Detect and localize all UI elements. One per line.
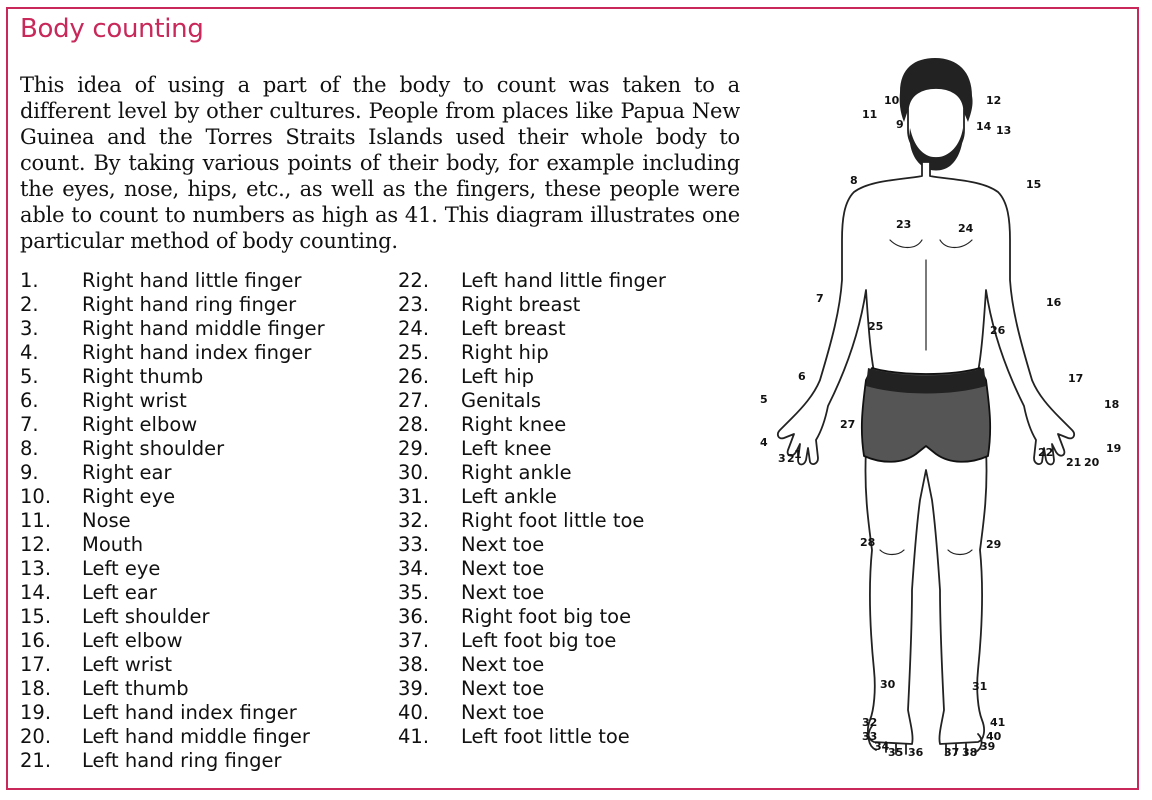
- item-label: Right thumb: [82, 365, 204, 388]
- item-number: 40.: [398, 701, 430, 724]
- item-number: 2.: [20, 293, 39, 316]
- intro-paragraph: This idea of using a part of the body to count was taken to a different level by other cultures. People from places like Papua New Guinea and the Torres Straits Islands used their whole body to count. By taking various points of their body, for example including the eyes, nose, hips, etc., as well as the fingers, these people were able to count to numbers as high as 41. This diagram illustrates one particular method of body counting.: [20, 73, 740, 253]
- item-label: Left thumb: [82, 677, 189, 700]
- label-11: 11: [862, 108, 878, 121]
- item-number: 29.: [398, 437, 430, 460]
- item-label: Left hip: [461, 365, 535, 388]
- item-number: 3.: [20, 317, 39, 340]
- item-number: 25.: [398, 341, 430, 364]
- item-number: 16.: [20, 629, 52, 652]
- item-number: 11.: [20, 509, 52, 532]
- label-4: 4: [760, 436, 768, 449]
- item-label: Right shoulder: [82, 437, 225, 460]
- item-number: 37.: [398, 629, 430, 652]
- item-label: Right ankle: [461, 461, 572, 484]
- item-number: 22.: [398, 269, 430, 292]
- item-label: Left foot little toe: [461, 725, 630, 748]
- item-label: Next toe: [461, 581, 545, 604]
- item-number: 8.: [20, 437, 39, 460]
- item-label: Left hand ring finger: [82, 749, 282, 772]
- label-37: 37: [944, 746, 960, 759]
- label-15: 15: [1026, 178, 1042, 191]
- item-number: 12.: [20, 533, 52, 556]
- item-label: Genitals: [461, 389, 542, 412]
- label-6: 6: [798, 370, 806, 383]
- item-label: Right hand ring finger: [82, 293, 297, 316]
- item-label: Next toe: [461, 557, 545, 580]
- item-label: Right eye: [82, 485, 176, 508]
- item-number: 34.: [398, 557, 430, 580]
- item-label: Left elbow: [82, 629, 183, 652]
- item-label: Mouth: [82, 533, 144, 556]
- item-label: Next toe: [461, 533, 545, 556]
- item-label: Right hand middle finger: [82, 317, 325, 340]
- item-number: 9.: [20, 461, 39, 484]
- label-24: 24: [958, 222, 974, 235]
- label-8: 8: [850, 174, 858, 187]
- item-label: Right elbow: [82, 413, 198, 436]
- item-number: 1.: [20, 269, 39, 292]
- item-number: 31.: [398, 485, 430, 508]
- label-2: 2: [787, 452, 795, 465]
- item-number: 20.: [20, 725, 52, 748]
- item-label: Right knee: [461, 413, 567, 436]
- item-number: 38.: [398, 653, 430, 676]
- label-35: 35: [888, 746, 904, 759]
- item-number: 18.: [20, 677, 52, 700]
- label-30: 30: [880, 678, 896, 691]
- item-number: 26.: [398, 365, 430, 388]
- label-26: 26: [990, 324, 1006, 337]
- item-label: Right hip: [461, 341, 549, 364]
- label-9: 9: [896, 118, 904, 131]
- item-number: 6.: [20, 389, 39, 412]
- label-33: 33: [862, 730, 878, 743]
- item-label: Right breast: [461, 293, 581, 316]
- label-41: 41: [990, 716, 1006, 729]
- item-number: 4.: [20, 341, 39, 364]
- label-10: 10: [884, 94, 900, 107]
- label-22: 22: [1038, 446, 1054, 459]
- label-3: 3: [778, 452, 786, 465]
- item-label: Nose: [82, 509, 131, 532]
- item-label: Left foot big toe: [461, 629, 617, 652]
- item-number: 17.: [20, 653, 52, 676]
- item-number: 35.: [398, 581, 430, 604]
- item-number: 30.: [398, 461, 430, 484]
- label-14: 14: [976, 120, 992, 133]
- item-number: 36.: [398, 605, 430, 628]
- label-34: 34: [874, 740, 890, 753]
- label-28: 28: [860, 536, 876, 549]
- item-label: Left eye: [82, 557, 161, 580]
- item-number: 27.: [398, 389, 430, 412]
- human-figure-illustration: [778, 58, 1074, 754]
- body-figure-svg: [750, 50, 1130, 790]
- label-31: 31: [972, 680, 988, 693]
- item-label: Right ear: [82, 461, 172, 484]
- label-40: 40: [986, 730, 1002, 743]
- item-number: 15.: [20, 605, 52, 628]
- item-number: 33.: [398, 533, 430, 556]
- label-12: 12: [986, 94, 1002, 107]
- item-label: Next toe: [461, 677, 545, 700]
- label-23: 23: [896, 218, 912, 231]
- label-1: 1: [794, 448, 802, 461]
- item-number: 7.: [20, 413, 39, 436]
- item-label: Right wrist: [82, 389, 187, 412]
- item-label: Right hand index finger: [82, 341, 312, 364]
- item-label: Right foot little toe: [461, 509, 645, 532]
- item-label: Right foot big toe: [461, 605, 632, 628]
- item-label: Left hand index finger: [82, 701, 297, 724]
- label-29: 29: [986, 538, 1002, 551]
- item-label: Right hand little finger: [82, 269, 302, 292]
- label-21: 21: [1066, 456, 1082, 469]
- label-13: 13: [996, 124, 1012, 137]
- label-36: 36: [908, 746, 924, 759]
- item-number: 41.: [398, 725, 430, 748]
- item-label: Next toe: [461, 653, 545, 676]
- page-title: Body counting: [20, 14, 204, 44]
- body-counting-diagram: [750, 50, 1130, 790]
- item-label: Left wrist: [82, 653, 173, 676]
- item-label: Left shoulder: [82, 605, 210, 628]
- item-number: 10.: [20, 485, 52, 508]
- item-number: 5.: [20, 365, 39, 388]
- label-39: 39: [980, 740, 996, 753]
- label-7: 7: [816, 292, 824, 305]
- label-19: 19: [1106, 442, 1122, 455]
- item-label: Left hand middle finger: [82, 725, 310, 748]
- item-label: Left ear: [82, 581, 157, 604]
- item-number: 39.: [398, 677, 430, 700]
- label-32: 32: [862, 716, 878, 729]
- item-label: Left breast: [461, 317, 566, 340]
- item-number: 32.: [398, 509, 430, 532]
- item-label: Left ankle: [461, 485, 557, 508]
- item-label: Left knee: [461, 437, 552, 460]
- label-5: 5: [760, 393, 768, 406]
- label-27: 27: [840, 418, 856, 431]
- torso-shape: [778, 162, 1074, 744]
- item-number: 13.: [20, 557, 52, 580]
- label-18: 18: [1104, 398, 1120, 411]
- item-label: Next toe: [461, 701, 545, 724]
- item-label: Left hand little finger: [461, 269, 666, 292]
- item-number: 24.: [398, 317, 430, 340]
- item-number: 28.: [398, 413, 430, 436]
- label-25: 25: [868, 320, 884, 333]
- label-16: 16: [1046, 296, 1062, 309]
- item-number: 14.: [20, 581, 52, 604]
- label-20: 20: [1084, 456, 1100, 469]
- item-number: 21.: [20, 749, 52, 772]
- label-17: 17: [1068, 372, 1084, 385]
- item-number: 23.: [398, 293, 430, 316]
- label-38: 38: [962, 746, 978, 759]
- item-number: 19.: [20, 701, 52, 724]
